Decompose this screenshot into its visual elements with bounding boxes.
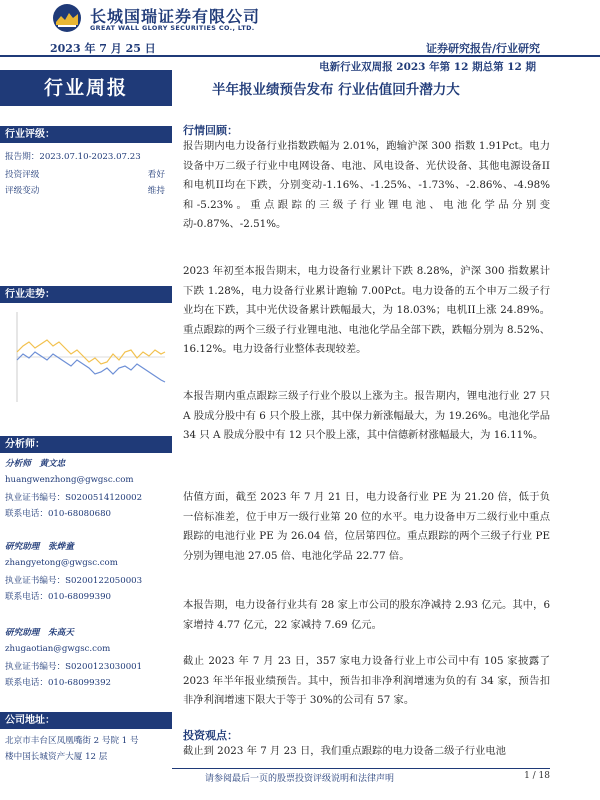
review-paragraph: 2023 年初至本报告期末，电力设备行业累计下跌 8.28%，沪深 300 指数累计下跌 1.28%，电力设备行业累计跑输 7.00Pct。电力设备的五个申万二级子行业均在下跌，其中光伏设备累计跌幅最大，为 18.03%；电机II上涨 24.89%。重点跟踪的两个三级子行业锂电池、电池化学品全部下跌，跌幅分别为 8.52%、16.12%。电力设备行业整体表现较差。 bbox=[183, 265, 550, 355]
holdings-paragraph: 本报告期，电力设备行业共有 28 家上市公司的股东净减持 2.93 亿元。其中，6 家增持 4.77 亿元，22 家减持 7.69 亿元。 bbox=[183, 599, 550, 631]
analysts-section-title: 分析师： bbox=[0, 436, 172, 453]
review-section-title: 行情回顾： bbox=[183, 124, 238, 137]
header-divider bbox=[0, 55, 600, 57]
report-date: 2023 年 7 月 25 日 bbox=[50, 42, 156, 55]
analyst-name: 研究助理 朱高天 bbox=[5, 628, 74, 638]
brand-name: 长城国瑞证券有限公司 bbox=[90, 7, 261, 26]
page-number: 1 / 18 bbox=[524, 771, 550, 781]
rating-label: 投资评级 bbox=[5, 170, 40, 180]
analyst-email[interactable]: zhangyetong@gwgsc.com bbox=[5, 558, 118, 568]
valuation-paragraph: 估值方面，截至 2023 年 7 月 21 日，电力设备行业 PE 为 21.20 倍，低于负一倍标准差，位于申万一级行业第 20 位的水平。电力设备申万二级行业中重点跟踪的电池行业 PE 为 26.04 倍，位居第四位。重点跟踪的两个三级子行业 PE 分别为锂电池 27.05 倍、电池化学品 22.77 倍。 bbox=[183, 491, 550, 562]
rating-value: 看好 bbox=[147, 170, 165, 180]
industry-trend-chart bbox=[5, 302, 170, 410]
analyst-phone: 联系电话：010-68099392 bbox=[5, 678, 112, 688]
report-type-banner: 行业周报 bbox=[0, 70, 172, 106]
address-section-title: 公司地址： bbox=[0, 712, 172, 729]
report-category: 证券研究报告/行业研究 bbox=[425, 42, 540, 55]
advice-section-title: 投资观点： bbox=[183, 729, 238, 742]
trend-series-benchmark bbox=[17, 352, 165, 382]
footer-divider bbox=[172, 768, 550, 769]
rating-row bbox=[5, 184, 165, 196]
analyst-name: 研究助理 张烨童 bbox=[5, 542, 74, 552]
review-paragraph: 报告期内电力设备行业指数跌幅为 2.01%，跑输沪深 300 指数 1.91Pct。电力设备中万二级子行业中电网设备、电池、风电设备、光伏设备、其他电源设备II和电机II均在下跌，分别变动-1.16%、-1.25%、-1.73%、-2.86%、-4.98%和-5.23%。重点跟踪的三级子行业锂电池、电池化学品分别变动-0.87%、-2.51%。 bbox=[183, 140, 550, 230]
great-wall-logo bbox=[52, 3, 82, 33]
brand-name-en: GREAT WALL GLORY SECURITIES CO., LTD. bbox=[90, 24, 255, 32]
address-line: 楼中国长城资产大厦 12 层 bbox=[5, 752, 108, 762]
trend-section-title: 行业走势： bbox=[0, 286, 172, 303]
review-paragraph: 本报告期内重点跟踪三级子行业个股以上涨为主。报告期内，锂电池行业 27 只 A 股成分股中有 6 只个股上涨，其中保力新涨幅最大，为 19.26%。电池化学品 34 只 A 股成分股中有 12 只个股上涨，其中信德新材涨幅最大，为 16.11%。 bbox=[183, 390, 550, 441]
rating-section-title: 行业评级： bbox=[0, 126, 172, 143]
report-series: 电新行业双周报 2023 年第 12 期总第 12 期 bbox=[319, 61, 536, 73]
report-period: 报告期：2023.07.10-2023.07.23 bbox=[5, 152, 141, 162]
earnings-paragraph: 截止 2023 年 7 月 23 日，357 家电力设备行业上市公司中有 105 家披露了 2023 年半年报业绩预告。其中，预告扣非净利润增速为负的有 34 家，预告扣非净利润增速下限大于等于 30%的公司有 57 家。 bbox=[183, 655, 550, 706]
disclaimer-note: 请参阅最后一页的股票投资评级说明和法律声明 bbox=[205, 774, 395, 784]
rating-value: 维持 bbox=[147, 186, 165, 196]
trend-series-industry bbox=[17, 340, 165, 364]
address-line: 北京市丰台区凤凰嘴街 2 号院 1 号 bbox=[5, 736, 139, 746]
analyst-cert: 执业证书编号：S0200122050003 bbox=[5, 576, 143, 586]
rating-label: 评级变动 bbox=[5, 186, 40, 196]
analyst-email[interactable]: huangwenzhong@gwgsc.com bbox=[5, 475, 134, 485]
report-headline: 半年报业绩预告发布 行业估值回升潜力大 bbox=[212, 82, 460, 98]
advice-paragraph: 截止到 2023 年 7 月 23 日，我们重点跟踪的电力设备二级子行业电池 bbox=[183, 745, 506, 757]
analyst-cert: 执业证书编号：S0200123030001 bbox=[5, 662, 143, 672]
rating-row bbox=[5, 168, 165, 180]
analyst-phone: 联系电话：010-68099390 bbox=[5, 592, 112, 602]
analyst-email[interactable]: zhugaotian@gwgsc.com bbox=[5, 644, 111, 654]
analyst-name: 分析师 黄文忠 bbox=[5, 459, 66, 469]
analyst-cert: 执业证书编号：S0200514120002 bbox=[5, 493, 143, 503]
analyst-phone: 联系电话：010-68080680 bbox=[5, 509, 112, 519]
